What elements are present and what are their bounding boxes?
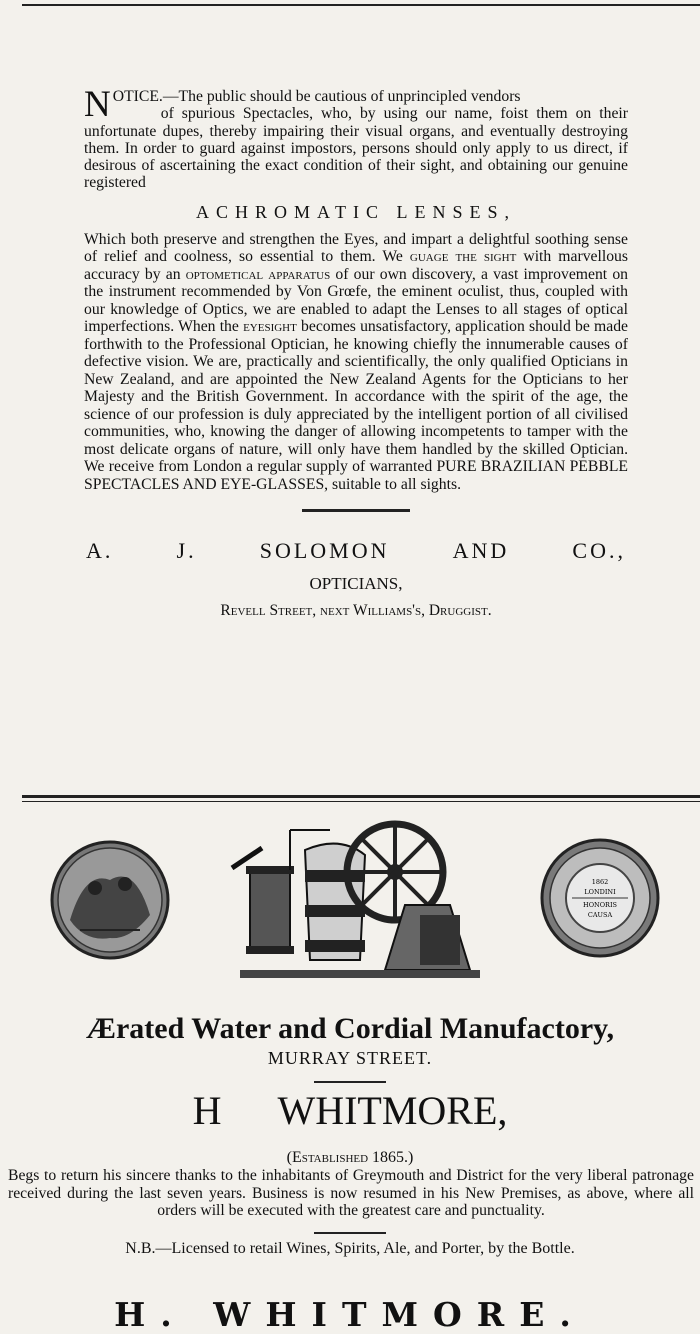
proprietor-surname: WHITMORE, xyxy=(277,1088,508,1133)
lenses-body xyxy=(84,231,628,494)
top-rule xyxy=(22,4,700,6)
firm-word: A. xyxy=(86,538,114,564)
section-divider xyxy=(314,1081,386,1083)
firm-word: CO., xyxy=(572,538,626,564)
whitmore-advertisement xyxy=(0,1012,700,1258)
street-label: MURRAY STREET. xyxy=(267,1048,433,1068)
firm-word: J. xyxy=(176,538,197,564)
notice-drop-cap: N xyxy=(84,84,111,125)
body-part-3: of our own discovery, a vast improvement on the instrument recommended by Von Grœfe, the eminent oculist, thus, coupled with our knowledge of Optics, we are enabled to adapt the Lenses to all stages of optical imperfections. When the xyxy=(84,265,629,336)
notice-paragraph xyxy=(84,84,629,192)
firm-address: Revell Street, next Williams's, Druggist. xyxy=(220,602,492,620)
proprietor-initial: H xyxy=(192,1088,222,1133)
footer-name: H. WHITMORE. xyxy=(114,1295,586,1334)
whitmore-body: Begs to return his sincere thanks to the inhabitants of Greymouth and District for the very liberal patronage received during the last seven years. Business is now resumed in his New Premises, as above, where all orders will be executed with the greatest care and punctuality. xyxy=(8,1167,694,1219)
body-part-4: becomes unsatisfactory, application should be made forthwith to the Professional Optician, he knowing chiefly the innumerable causes of defective vision. We are, practically and scientifically, the only qualified Opticians in New Zealand, and are appointed the New Zealand Agents for the Opticians to her Majesty and the British Government. In accordance with the spirit of the age, the science of our profession is duly appreciated by the intelligent portion of all civilised communities, who, knowing the danger of allowing incompetents to tamper with the most delicate organs of nature, will only have them handled by the skilled Optician. We receive from London a regular supply of warranted PURE BRAZILIAN PEBBLE SPECTACLES AND EYE-GLASSES, suitable to all sights. xyxy=(84,318,629,493)
manufactory-heading: Ærated Water and Cordial Manufactory, xyxy=(85,1012,615,1045)
notice-rest: their unfortunate dupes, thereby impairing their visual organs, and eventually destroying them. In order to guard against impostors, persons should only apply to us direct, if desirous of ascertaining the exact condition of their sight, and obtaining our genuine registered xyxy=(84,105,629,192)
notice-second-line: of spurious Spectacles, who, by using our name, foist them on xyxy=(160,105,592,123)
body-part-2: with marvellous accuracy by an xyxy=(84,248,629,283)
advert-divider-rule xyxy=(22,795,700,802)
medal-text: HONORIS xyxy=(583,901,617,909)
license-note: N.B.—Licensed to retail Wines, Spirits, Ale, and Porter, by the Bottle. xyxy=(125,1239,575,1257)
proprietor-name xyxy=(0,1089,700,1133)
medal-text: CAUSA xyxy=(587,911,613,919)
solomon-advertisement xyxy=(84,84,629,620)
opticians-label: OPTICIANS, xyxy=(309,574,403,594)
established-label: (Established 1865.) xyxy=(286,1149,414,1166)
lenses-heading: ACHROMATIC LENSES, xyxy=(195,201,517,222)
left-medal-icon xyxy=(52,842,168,958)
machinery-icon xyxy=(232,824,480,978)
right-medal-icon xyxy=(542,840,658,956)
body-smallcaps-3: eyesight xyxy=(243,318,297,336)
manufactory-illustration xyxy=(0,810,700,985)
firm-word: SOLOMON xyxy=(259,538,390,564)
body-smallcaps-1: guage the sight xyxy=(409,248,517,266)
section-divider xyxy=(314,1232,386,1234)
body-part-1: Which both preserve and strengthen the Eyes, and impart a delightful soothing sense of relief and coolness, so essential to them. We xyxy=(84,230,628,266)
firm-word: AND xyxy=(452,538,510,564)
notice-first-line: OTICE.—The public should be cautious of unprincipled vendors xyxy=(112,88,521,105)
medal-text: 1862 xyxy=(591,878,609,886)
medal-text: LONDINI xyxy=(584,888,616,896)
body-smallcaps-2: optometical apparatus xyxy=(185,265,331,283)
firm-name xyxy=(84,538,628,564)
section-divider xyxy=(302,509,410,512)
